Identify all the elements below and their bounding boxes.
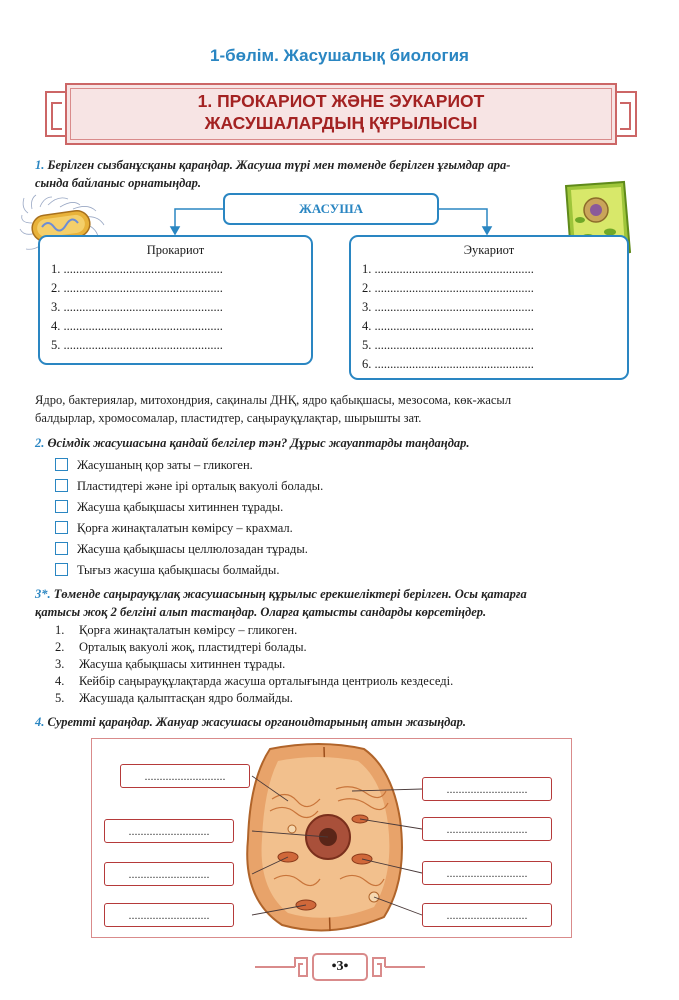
eukaryote-answer-line[interactable]: 2. ...................................................: [362, 281, 534, 295]
q1-terms: [35, 391, 645, 427]
q4-text: Суретті қараңдар. Жануар жасушасы органоидтарының атын жазыңдар.: [47, 715, 467, 729]
q3-item-number: 2.: [55, 640, 65, 654]
animal-cell-figure: [91, 738, 572, 938]
cell-root-box: ЖАСУША: [223, 193, 439, 225]
prokaryote-box: [38, 235, 313, 365]
prokaryote-answer-line[interactable]: 4. ...................................................: [51, 319, 223, 333]
q3-item-text: Орталық вакуолі жоқ, пластидтері болады.: [79, 640, 307, 654]
eukaryote-answer-line[interactable]: 1. ...................................................: [362, 262, 534, 276]
page-number: •3•: [331, 959, 349, 974]
chapter-title-line2: ЖАСУШАЛАРДЫҢ ҚҰРЫЛЫСЫ: [204, 113, 478, 133]
q1-terms-line1: Ядро, бактериялар, митохондрия, сақиналы ДНҚ, ядро қабықшасы, мезосома, көк-жасыл: [35, 393, 512, 407]
eukaryote-answer-line[interactable]: 5. ...................................................: [362, 338, 534, 352]
q3-prompt: [35, 585, 647, 621]
q1-terms-line2: балдырлар, хромосомалар, пластидтер, саңырауқұлақтар, шырышты зат.: [35, 411, 422, 425]
q3-item: [55, 655, 285, 673]
q2-text: Өсімдік жасушасына қандай белгілер тән? Дұрыс жауаптарды таңдаңдар.: [47, 436, 470, 450]
q3-item: [55, 689, 293, 707]
q2-option-label: Тығыз жасуша қабықшасы болмайды.: [77, 563, 280, 577]
organelle-answer-box[interactable]: ...........................: [104, 903, 234, 927]
prokaryote-answer-line[interactable]: 1. ...................................................: [51, 262, 223, 276]
checkbox[interactable]: [55, 563, 68, 576]
chapter-title-line1: 1. ПРОКАРИОТ ЖӘНЕ ЭУКАРИОТ: [197, 91, 485, 111]
q2-option-label: Пластидтері және ірі орталық вакуолі болады.: [77, 479, 324, 493]
q3-item-text: Жасуша қабықшасы хитиннен тұрады.: [79, 657, 286, 671]
eukaryote-answer-line[interactable]: 4. ...................................................: [362, 319, 534, 333]
checkbox[interactable]: [55, 500, 68, 513]
checkbox[interactable]: [55, 521, 68, 534]
eukaryote-answer-line[interactable]: 6. ...................................................: [362, 357, 534, 371]
page-number-value: 3: [336, 959, 344, 974]
q1-text-line2: сында байланыс орнатыңдар.: [35, 176, 201, 190]
organelle-answer-box[interactable]: ...........................: [104, 862, 234, 886]
prokaryote-answer-line[interactable]: 2. ...................................................: [51, 281, 223, 295]
q2-number: 2.: [35, 436, 45, 450]
q4-number: 4.: [35, 715, 45, 729]
eukaryote-box: [349, 235, 629, 380]
checkbox[interactable]: [55, 458, 68, 471]
prokaryote-answer-line[interactable]: 5. ...................................................: [51, 338, 223, 352]
q2-option-label: Қорға жинақталатын көмірсу – крахмал.: [77, 521, 293, 535]
q3-item-text: Кейбір саңырауқұлақтарда жасуша орталығында центриоль кездеседі.: [79, 674, 454, 688]
q3-item: [55, 638, 307, 656]
q2-option-label: Жасуша қабықшасы хитиннен тұрады.: [77, 500, 284, 514]
q2-option-label: Жасушаның қор заты – гликоген.: [77, 458, 253, 472]
checkbox[interactable]: [55, 542, 68, 555]
section-header: 1-бөлім. Жасушалық биология: [210, 46, 469, 65]
organelle-answer-box[interactable]: ...........................: [422, 861, 552, 885]
q3-item-number: 5.: [55, 691, 65, 705]
q3-item-text: Қорға жинақталатын көмірсу – гликоген.: [79, 623, 298, 637]
q3-text-line2: қатысы жоқ 2 белгіні алып тастаңдар. Оларға қатысты сандарды көрсетіңдер.: [35, 605, 487, 619]
q1-number: 1.: [35, 158, 45, 172]
q1-text-line1: Берілген сызбанұсқаны қараңдар. Жасуша түрі мен төменде берілген ұғымдар ара-: [47, 158, 511, 172]
organelle-answer-box[interactable]: ...........................: [422, 777, 552, 801]
checkbox[interactable]: [55, 479, 68, 492]
q3-item-number: 1.: [55, 623, 65, 637]
prokaryote-title: Прокариот: [146, 243, 205, 257]
q2-prompt: [35, 434, 645, 452]
q3-item-text: Жасушада қалыптасқан ядро болмайды.: [79, 691, 293, 705]
q3-item: [55, 621, 297, 639]
q3-item-number: 4.: [55, 674, 65, 688]
organelle-answer-box[interactable]: ...........................: [422, 817, 552, 841]
eukaryote-answer-line[interactable]: 3. ...................................................: [362, 300, 534, 314]
q3-item: [55, 672, 453, 690]
q4-prompt: [35, 713, 647, 731]
eukaryote-title: Эукариот: [463, 243, 515, 257]
organelle-answer-box[interactable]: ...........................: [104, 819, 234, 843]
prokaryote-answer-line[interactable]: 3. ...................................................: [51, 300, 223, 314]
q3-text-line1: Төменде саңырауқұлақ жасушасының құрылыс ерекшеліктері берілген. Осы қатарға: [53, 587, 527, 601]
q3-item-number: 3.: [55, 657, 65, 671]
q3-number: 3*.: [35, 587, 51, 601]
organelle-answer-box[interactable]: ...........................: [422, 903, 552, 927]
q2-option-label: Жасуша қабықшасы целлюлозадан тұрады.: [77, 542, 308, 556]
organelle-answer-box[interactable]: ...........................: [120, 764, 250, 788]
